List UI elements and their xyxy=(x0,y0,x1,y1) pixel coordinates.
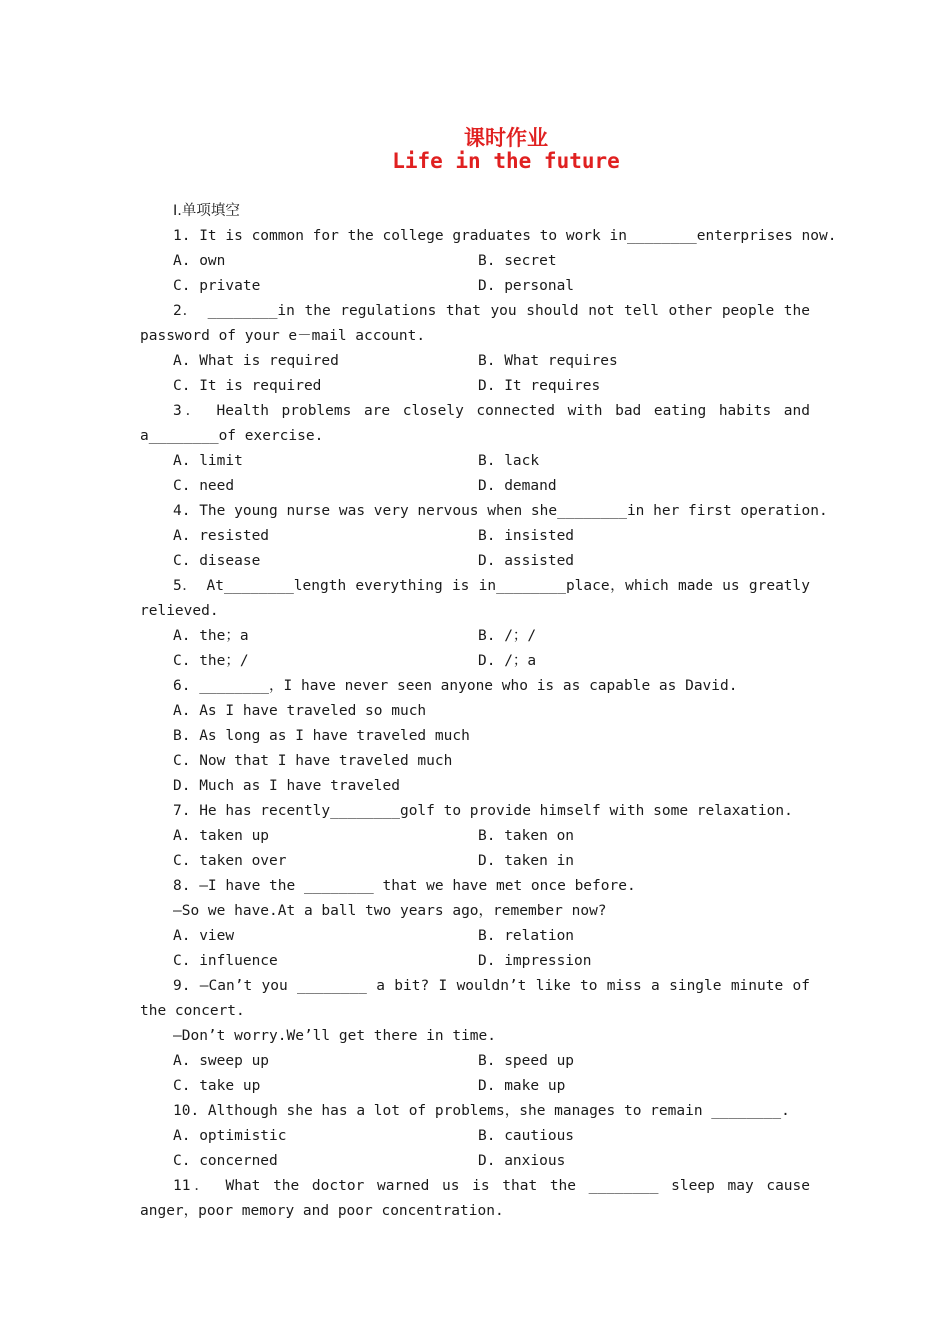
question-5-option-b: B. /；/ xyxy=(478,628,537,644)
question-10-option-d: D. anxious xyxy=(478,1153,566,1169)
question-7-options-row-2 xyxy=(140,849,810,874)
question-4-option-d: D. assisted xyxy=(478,553,575,569)
question-10-stem: 10. Although she has a lot of problems，she manages to remain ________. xyxy=(173,1103,790,1119)
question-6-stem: 6. ________，I have never seen anyone who is as capable as David. xyxy=(173,678,738,694)
question-3-stem-line-2: a________of exercise. xyxy=(140,428,324,444)
question-4-option-a: A. resisted xyxy=(173,528,270,544)
question-1-option-b: B. secret xyxy=(478,253,557,269)
question-11-stem-line-1: 11． What the doctor warned us is that the ________ sleep may cause xyxy=(173,1178,810,1194)
question-10-options-row-1 xyxy=(140,1124,810,1149)
question-2-stem-line-1: 2． ________in the regulations that you should not tell other people the xyxy=(173,303,810,319)
question-8-stem: 8. —I have the ________ that we have met once before. xyxy=(173,878,636,894)
question-2-options-row-2 xyxy=(140,374,810,399)
question-9-options-row-1 xyxy=(140,1049,810,1074)
question-1-options-row-1 xyxy=(140,249,810,274)
question-7-stem: 7. He has recently________golf to provide himself with some relaxation. xyxy=(173,803,793,819)
question-11-stem-line-2: anger，poor memory and poor concentration. xyxy=(140,1203,504,1219)
question-1-options-row-2 xyxy=(140,274,810,299)
question-8-options-row-1 xyxy=(140,924,810,949)
question-9-stem-line-2: the concert. xyxy=(140,1003,245,1019)
question-10-options-row-2 xyxy=(140,1149,810,1174)
question-2-option-b: B. What requires xyxy=(478,353,618,369)
question-5-options-row-1 xyxy=(140,624,810,649)
question-8-reply: —So we have.At a ball two years ago，remember now? xyxy=(173,903,607,919)
question-6-option-a: A. As I have traveled so much xyxy=(173,703,427,719)
question-8-option-b: B. relation xyxy=(478,928,575,944)
section-heading: Ⅰ.单项填空 xyxy=(173,203,240,219)
question-10-option-c: C. concerned xyxy=(173,1153,278,1169)
question-5-stem-line-2: relieved. xyxy=(140,603,219,619)
question-4-options-row-1 xyxy=(140,524,810,549)
page-title-chinese: 课时作业 xyxy=(464,126,548,150)
question-3-options-row-2 xyxy=(140,474,810,499)
question-8-option-a: A. view xyxy=(173,928,235,944)
question-7-option-a: A. taken up xyxy=(173,828,270,844)
question-9-options-row-2 xyxy=(140,1074,810,1099)
exercise-content xyxy=(140,199,837,1224)
question-5-option-a: A. the；a xyxy=(173,628,249,644)
question-1-stem: 1. It is common for the college graduates to work in________enterprises now. xyxy=(173,228,837,244)
question-4-options-row-2 xyxy=(140,549,810,574)
question-9-stem-line-1: 9. —Can’t you ________ a bit? I wouldn’t like to miss a single minute of xyxy=(173,978,810,994)
question-3-option-a: A. limit xyxy=(173,453,243,469)
question-3-option-c: C. need xyxy=(173,478,235,494)
question-9-reply: —Don’t worry.We’ll get there in time. xyxy=(173,1028,497,1044)
question-1-option-d: D. personal xyxy=(478,278,575,294)
question-7-options-row-1 xyxy=(140,824,810,849)
question-3-option-d: D. demand xyxy=(478,478,557,494)
question-7-option-b: B. taken on xyxy=(478,828,575,844)
question-4-option-c: C. disease xyxy=(173,553,261,569)
question-5-option-c: C. the；/ xyxy=(173,653,249,669)
question-4-stem: 4. The young nurse was very nervous when she________in her first operation. xyxy=(173,503,828,519)
question-4-option-b: B. insisted xyxy=(478,528,575,544)
question-5-stem-line-1: 5． At________length everything is in________place，which made us greatly xyxy=(173,578,810,594)
question-8-option-c: C. influence xyxy=(173,953,278,969)
question-5-options-row-2 xyxy=(140,649,810,674)
question-3-options-row-1 xyxy=(140,449,810,474)
question-8-option-d: D. impression xyxy=(478,953,592,969)
question-6-option-d: D. Much as I have traveled xyxy=(173,778,400,794)
question-3-option-b: B. lack xyxy=(478,453,540,469)
question-1-option-c: C. private xyxy=(173,278,261,294)
question-2-option-a: A. What is required xyxy=(173,353,339,369)
question-2-option-d: D. It requires xyxy=(478,378,601,394)
question-7-option-d: D. taken in xyxy=(478,853,575,869)
page-title-english: Life in the future xyxy=(392,149,620,173)
question-3-stem-line-1: 3． Health problems are closely connected with bad eating habits and xyxy=(173,403,810,419)
question-10-option-b: B. cautious xyxy=(478,1128,575,1144)
question-9-option-c: C. take up xyxy=(173,1078,261,1094)
question-9-option-b: B. speed up xyxy=(478,1053,575,1069)
question-2-stem-line-2: password of your e－mail account. xyxy=(140,328,426,344)
question-9-option-a: A. sweep up xyxy=(173,1053,270,1069)
question-9-option-d: D. make up xyxy=(478,1078,566,1094)
question-2-option-c: C. It is required xyxy=(173,378,322,394)
question-5-option-d: D. /；a xyxy=(478,653,537,669)
question-6-option-c: C. Now that I have traveled much xyxy=(173,753,453,769)
question-6-option-b: B. As long as I have traveled much xyxy=(173,728,470,744)
question-7-option-c: C. taken over xyxy=(173,853,287,869)
question-8-options-row-2 xyxy=(140,949,810,974)
question-1-option-a: A. own xyxy=(173,253,226,269)
question-10-option-a: A. optimistic xyxy=(173,1128,287,1144)
question-2-options-row-1 xyxy=(140,349,810,374)
